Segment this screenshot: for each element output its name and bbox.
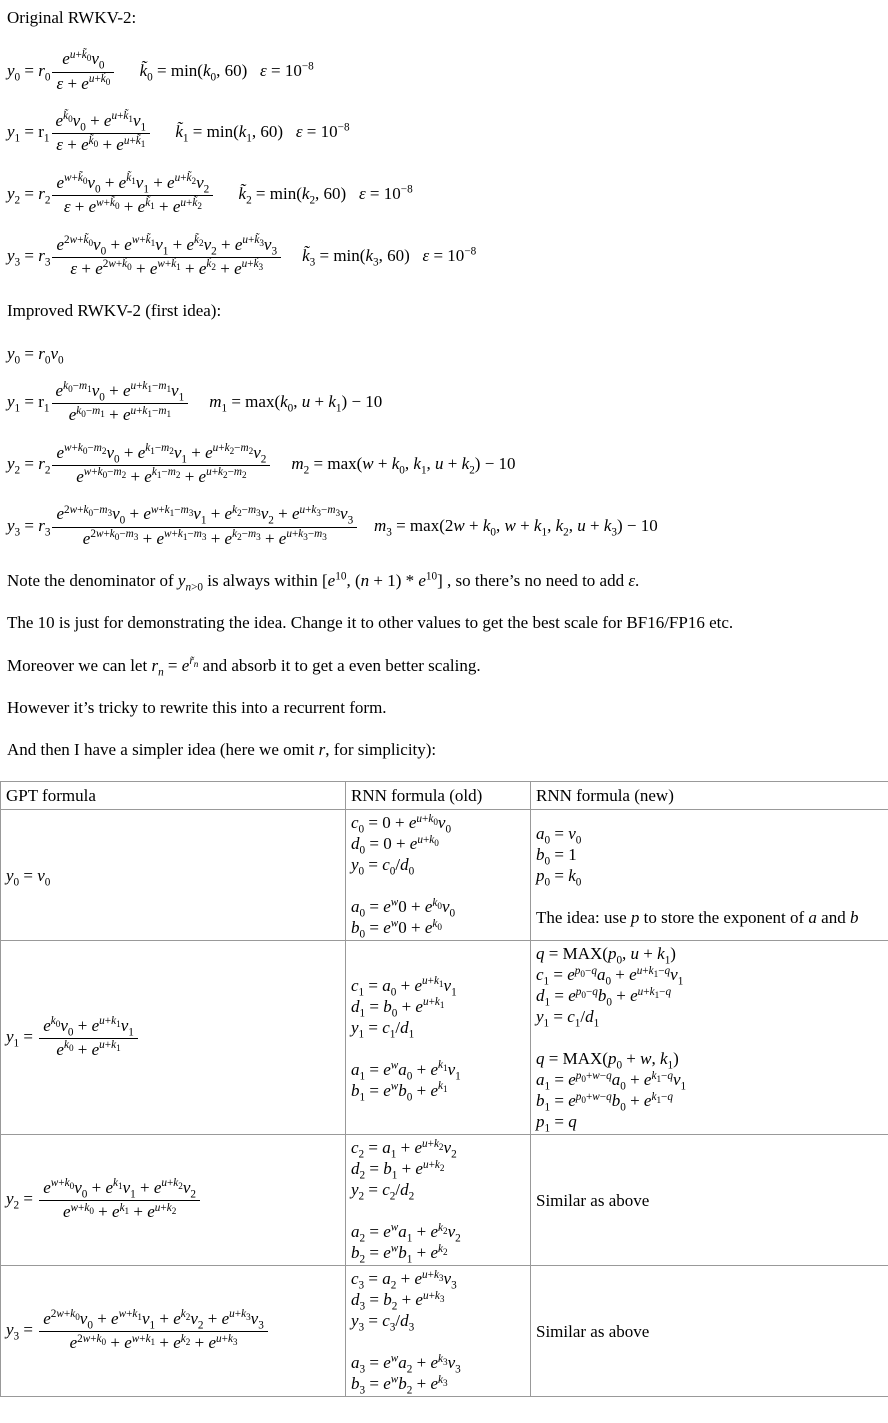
cell-gpt-y0 [1,810,346,941]
formula-original-y3 [7,235,881,280]
inline-math: $q = MAX(p_0 + w$, $k_1$) [536,1049,679,1072]
inline-math: $y_2 = r_2$ $\frac{e^{w+k_0-m_2}v_0 + e^{k_1-m_2}v_1 + e^{u+k_2-m_2}v_2}{e^{w+k_0-m_2} + e^{k_1-m_2} + e^{u+k_2-m_2}}$ $m_2 = \max(w + k_0$, $k_1$, $u + k_2) - 10$ [7,442,516,487]
inline-math: $y_2 = r_2$ $\frac{e^{w+k̃_0}v_0 + e^{k̃_1}v_1 + e^{u+k̃_2}v_2}{\varepsilon + e^{w+k̃_0} + e^{k̃_1} + e^{u+k̃_2}}$ $k̃_2 = \min(k_2$, 60) $\varepsilon = 10^{-8}$ [7,172,413,217]
formula-line [351,996,525,1020]
formula-original-y0 [7,49,881,94]
cell-rnn-new-y2 [531,1135,888,1266]
inline-math: $y_1 = r_1$ $\frac{e^{k̃_0}v_0 + e^{u+k̃_1}v_1}{\varepsilon + e^{k̃_0} + e^{u+k̃_1}}$ $k̃_1 = \min(k_1$, 60) $\varepsilon = 10^{-8}$ [7,110,350,155]
inline-math: $y_3$ = $\frac{e^{2w+k_0}v_0 + e^{w+k_1}v_1 + e^{k_2}v_2 + e^{u+k_3}v_3}{e^{2w+k_0} + e^{w+k_1} + e^{k_2} + e^{u+k_3}}$ [6,1320,272,1339]
inline-math: $y_{n>0}$ [177,571,203,594]
cell-gpt-y1 [1,941,346,1135]
note-ten-demo: The 10 is just for demonstrating the idea. Change it to other values to get the best scale for BF16/FP16 etc. [7,613,734,633]
formula-line [351,1179,525,1203]
formula-original-y1 [7,111,881,156]
cell-gpt-y2 [1,1135,346,1266]
section-title-original: Original RWKV-2: [7,8,137,27]
formula-improved-y1 [7,381,881,426]
inline-math: p [630,907,640,927]
inline-math: $y_1 = c_1/d_1$ [536,1007,600,1030]
formula-line [536,886,883,907]
formula-improved-y3 [7,504,881,549]
inline-math: $b_2 = e^wb_1 + e^{k_2}$ [351,1242,448,1266]
inline-math: $a_0 = v_0$ [536,823,582,847]
formula-line [351,1221,525,1245]
formula-line [351,1373,525,1397]
inline-math: $y_1$ = $\frac{e^{k_0}v_0 + e^{u+k_1}v_1}{e^{k_0} + e^{u+k_1}}$ [6,1027,142,1046]
formula-line [351,1331,525,1352]
inline-math: $a_1 = e^wa_0 + e^{k_1}v_1$ [351,1059,461,1083]
formula-line [536,1069,883,1093]
formula-line: Similar as above [536,1190,650,1210]
inline-math: $b_1 = e^wb_0 + e^{k_1}$ [351,1080,448,1104]
formula-line [351,833,525,857]
inline-math: $d_1 = b_0 + e^{u+k_1}$ [351,996,445,1020]
formula-line [351,812,525,836]
inline-math: $d_3 = b_2 + e^{u+k_3}$ [351,1289,445,1313]
inline-math: $a_1 = e^{p_0+w-q}a_0 + e^{k_1-q}v_1$ [536,1069,687,1093]
table-header-row [1,782,888,810]
inline-math: $c_2 = a_1 + e^{u+k_2}v_2$ [351,1137,457,1161]
formula-improved-y2 [7,443,881,488]
table-row-y0 [1,810,888,941]
inline-math: $q = MAX(p_0$, $u + k_1$) [536,944,676,967]
formula-line [536,964,883,988]
formula-line [351,1352,525,1376]
inline-math: $b_0 = 1$ [536,844,577,868]
formula-line [536,1090,883,1114]
formula-line [351,1059,525,1083]
note-denominator: Note the denominator of $y_{n>0}$ is always within [$e^{10}$, $(n + 1) * e^{10}$] , so there’s no need to add ε. [7,570,640,594]
cell-rnn-new-y3 [531,1266,888,1397]
formula-line [351,854,525,878]
formula-line [351,1200,525,1221]
cell-rnn-old-y0 [346,810,531,941]
formula-line [536,1027,883,1048]
inline-math: $d_0 = 0 + e^{u+k_0}$ [351,833,439,857]
formula-line: Similar as above [536,1321,650,1341]
inline-math: a [808,907,817,927]
inline-math: $y_3 = r_3$ $\frac{e^{2w+k̃_0}v_0 + e^{w+k̃_1}v_1 + e^{k̃_2}v_2 + e^{u+k̃_3}v_3}{\varepsilon + e^{2w+k̃_0} + e^{w+k̃_1} + e^{k̃_2} + e^{u+k̃_3}}$ $k̃_3 = \min(k_3$, 60) $\varepsilon = 10^{-8}$ [7,233,477,278]
inline-math: $b_0 = e^w0 + e^{k_0}$ [351,917,442,941]
table-row-y3 [1,1266,888,1397]
formula-line [536,1048,883,1072]
formula-original-y2 [7,173,881,218]
cell-rnn-new-y0 [531,810,888,941]
note-simpler-idea: And then I have a simpler idea (here we omit r, for simplicity): [7,740,437,760]
formula-line [351,1310,525,1334]
note-absorb-r: Moreover we can let $r_n = e^{r̃_n}$ and absorb it to get a even better scaling. [7,655,481,679]
inline-math: $c_1 = e^{p_0-q}a_0 + e^{u+k_1-q}v_1$ [536,964,684,988]
formula-line [536,823,883,847]
cell-rnn-new-y1 [531,941,888,1135]
inline-math: $r_n = e^{r̃_n}$ [151,655,199,679]
inline-math: $a_0 = e^w0 + e^{k_0}v_0$ [351,896,456,920]
inline-math: $y_1 = c_1/d_1$ [351,1017,415,1041]
formula-line [351,896,525,920]
cell-rnn-old-y2 [346,1135,531,1266]
inline-math: $y_3 = c_3/d_3$ [351,1311,415,1334]
formula-line [351,1289,525,1313]
inline-math: $y_2$ = $\frac{e^{w+k_0}v_0 + e^{k_1}v_1 + e^{u+k_2}v_2}{e^{w+k_0} + e^{k_1} + e^{u+k_2}}$ [6,1189,204,1208]
inline-math: $y_0 = c_0/d_0$ [351,855,415,878]
inline-math: $y_0 = r_0$ $\frac{e^{u+k̃_0}v_0}{\varepsilon + e^{u+k̃_0}}$ $k̃_0 = \min(k_0$, 60) $\varepsilon = 10^{-8}$ [7,48,314,93]
note-tricky: However it’s tricky to rewrite this into a recurrent form. [7,697,387,717]
inline-math: r [318,740,326,760]
cell-rnn-old-y3 [346,1266,531,1397]
formula-line [536,985,883,1009]
inline-math: $a_2 = e^wa_1 + e^{k_2}v_2$ [351,1221,461,1245]
formula-line [351,1080,525,1104]
inline-math: $a_3 = e^wa_2 + e^{k_3}v_3$ [351,1352,461,1376]
formula-improved-y0 [7,343,881,367]
column-header-rnn-new: RNN formula (new) [531,782,888,810]
inline-math: $y_0 = r_0v_0$ [7,343,64,367]
inline-math: $d_2 = b_1 + e^{u+k_2}$ [351,1158,445,1182]
section-title-improved: Improved RWKV-2 (first idea): [7,301,222,321]
formula-line [536,865,883,889]
formula-line [351,1242,525,1266]
inline-math: $y_3 = r_3$ $\frac{e^{2w+k_0-m_3}v_0 + e^{w+k_1-m_3}v_1 + e^{k_2-m_3}v_2 + e^{u+k_3-m_3}v_3}{e^{2w+k_0-m_3} + e^{w+k_1-m_3} + e^{k_2-m_3} + e^{u+k_3-m_3}}$ $m_3 = \max(2w + k_0$, $w + k_1$, $k_2$, $u + k_3) - 10$ [7,503,658,548]
formula-line [351,975,525,999]
inline-math: $d_1 = e^{p_0-q}b_0 + e^{u+k_1-q}$ [536,985,672,1009]
inline-math: $c_0 = 0 + e^{u+k_0}v_0$ [351,812,452,836]
inline-math: $y_1 = r_1$ $\frac{e^{k_0-m_1}v_0 + e^{u+k_1-m_1}v_1}{e^{k_0-m_1} + e^{u+k_1-m_1}}$ $m_1 = \max(k_0$, $u + k_1) - 10$ [7,380,383,425]
formula-line [351,1017,525,1041]
formula-line [351,917,525,941]
formula-line [536,1111,883,1135]
column-header-gpt-formula: GPT formula [1,782,346,810]
formula-line [351,1038,525,1059]
formula-line: The idea: use p to store the exponent of a and b [536,907,859,927]
formula-line [536,943,883,967]
inline-math: $b_1 = e^{p_0+w-q}b_0 + e^{k_1-q}$ [536,1090,673,1114]
formula-line [351,875,525,896]
inline-math: $c_1 = a_0 + e^{u+k_1}v_1$ [351,975,457,999]
inline-math: ε [628,571,636,591]
formula-line [536,1006,883,1030]
cell-rnn-old-y1 [346,941,531,1135]
inline-math: b [849,907,859,927]
inline-math: $p_1 = q$ [536,1112,577,1135]
formula-line [536,844,883,868]
column-header-rnn-old: RNN formula (old) [346,782,531,810]
inline-math: [$e^{10}$, $(n + 1) * e^{10}$] [322,570,443,591]
inline-math: $y_0 = v_0$ [6,865,51,889]
inline-math: $b_3 = e^wb_2 + e^{k_3}$ [351,1373,448,1397]
table-row-y1 [1,941,888,1135]
inline-math: $p_0 = k_0$ [536,865,582,889]
inline-math: $c_3 = a_2 + e^{u+k_3}v_3$ [351,1268,457,1292]
formula-line [351,1158,525,1182]
table-row-y2 [1,1135,888,1266]
inline-math: $y_2 = c_2/d_2$ [351,1180,415,1203]
formula-line [351,1137,525,1161]
formula-line [351,1268,525,1292]
cell-gpt-y3 [1,1266,346,1397]
comparison-table [0,781,888,1397]
